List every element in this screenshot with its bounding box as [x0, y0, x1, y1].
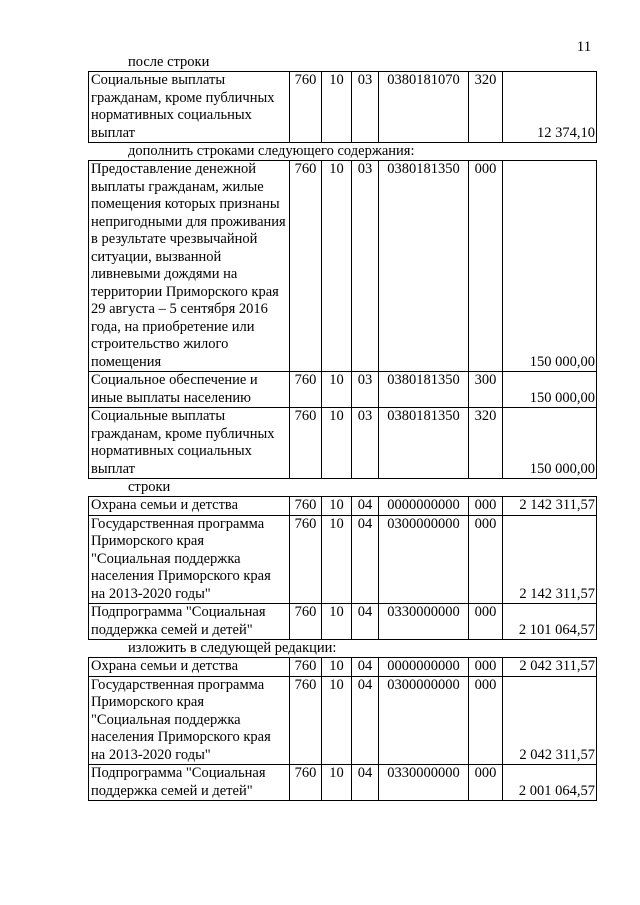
- rz-cell: 10: [322, 72, 352, 143]
- vr-cell: 000: [469, 515, 503, 604]
- table-row: [89, 497, 597, 516]
- rz-cell: 10: [322, 497, 352, 516]
- table-row: [89, 72, 597, 143]
- row-name-cell: Охрана семьи и детства: [89, 658, 290, 677]
- csr-cell: 0380181350: [379, 161, 469, 372]
- ved-cell: 760: [290, 497, 322, 516]
- amendment-section: [88, 479, 596, 640]
- rz-cell: 10: [322, 676, 352, 765]
- row-name-cell: Государственная программа Приморского края "Социальная поддержка населения Приморского края на 2013-2020 годы": [89, 515, 290, 604]
- vr-cell: 000: [469, 658, 503, 677]
- rz-cell: 10: [322, 161, 352, 372]
- pr-cell: 04: [352, 658, 379, 677]
- pr-cell: 03: [352, 372, 379, 408]
- ved-cell: 760: [290, 72, 322, 143]
- vr-cell: 320: [469, 72, 503, 143]
- rz-cell: 10: [322, 658, 352, 677]
- rz-cell: 10: [322, 604, 352, 640]
- row-name-cell: Государственная программа Приморского края "Социальная поддержка населения Приморского края на 2013-2020 годы": [89, 676, 290, 765]
- ved-cell: 760: [290, 604, 322, 640]
- amendment-instruction: изложить в следующей редакции:: [128, 640, 337, 656]
- vr-cell: 000: [469, 497, 503, 516]
- budget-table: [88, 71, 597, 143]
- table-row: [89, 372, 597, 408]
- pr-cell: 04: [352, 676, 379, 765]
- row-name-cell: Социальное обеспечение и иные выплаты населению: [89, 372, 290, 408]
- sum-cell: 2 101 064,57: [503, 604, 597, 640]
- vr-cell: 000: [469, 676, 503, 765]
- table-row: [89, 408, 597, 479]
- pr-cell: 03: [352, 408, 379, 479]
- rz-cell: 10: [322, 515, 352, 604]
- budget-table: [88, 657, 597, 801]
- pr-cell: 04: [352, 765, 379, 801]
- amendment-section: [88, 54, 596, 143]
- sum-cell: 2 142 311,57: [503, 497, 597, 516]
- row-name-cell: Охрана семьи и детства: [89, 497, 290, 516]
- table-row: [89, 604, 597, 640]
- csr-cell: 0330000000: [379, 604, 469, 640]
- ved-cell: 760: [290, 372, 322, 408]
- sum-cell: 2 142 311,57: [503, 515, 597, 604]
- budget-table: [88, 496, 597, 640]
- vr-cell: 300: [469, 372, 503, 408]
- row-name-cell: Подпрограмма "Социальная поддержка семей и детей": [89, 765, 290, 801]
- vr-cell: 000: [469, 604, 503, 640]
- table-row: [89, 161, 597, 372]
- amendment-section: [88, 640, 596, 801]
- amendment-instruction: дополнить строками следующего содержания:: [128, 143, 415, 159]
- page-number: 11: [576, 39, 592, 55]
- sum-cell: 2 001 064,57: [503, 765, 597, 801]
- ved-cell: 760: [290, 515, 322, 604]
- document-body: [88, 54, 596, 801]
- amendment-section: [88, 143, 596, 479]
- sum-cell: 2 042 311,57: [503, 658, 597, 677]
- budget-table: [88, 160, 597, 479]
- ved-cell: 760: [290, 161, 322, 372]
- pr-cell: 03: [352, 161, 379, 372]
- pr-cell: 04: [352, 515, 379, 604]
- sum-cell: 2 042 311,57: [503, 676, 597, 765]
- rz-cell: 10: [322, 372, 352, 408]
- csr-cell: 0300000000: [379, 515, 469, 604]
- csr-cell: 0380181350: [379, 372, 469, 408]
- sum-cell: 150 000,00: [503, 372, 597, 408]
- rz-cell: 10: [322, 408, 352, 479]
- table-row: [89, 765, 597, 801]
- pr-cell: 04: [352, 604, 379, 640]
- table-row: [89, 658, 597, 677]
- csr-cell: 0380181350: [379, 408, 469, 479]
- csr-cell: 0300000000: [379, 676, 469, 765]
- ved-cell: 760: [290, 765, 322, 801]
- pr-cell: 04: [352, 497, 379, 516]
- csr-cell: 0000000000: [379, 497, 469, 516]
- row-name-cell: Подпрограмма "Социальная поддержка семей и детей": [89, 604, 290, 640]
- vr-cell: 000: [469, 765, 503, 801]
- row-name-cell: Предоставление денежной выплаты гражданам, жилые помещения которых признаны непригодными для проживания в результате чрезвычайной ситуации, вызванной ливневыми дождями на территории Приморского края 29 августа – 5 сентября 2016 года, на приобретение или строительство жилого помещения: [89, 161, 290, 372]
- csr-cell: 0380181070: [379, 72, 469, 143]
- csr-cell: 0000000000: [379, 658, 469, 677]
- amendment-instruction: строки: [128, 479, 171, 495]
- vr-cell: 320: [469, 408, 503, 479]
- amendment-instruction: после строки: [128, 54, 210, 70]
- row-name-cell: Социальные выплаты гражданам, кроме публичных нормативных социальных выплат: [89, 72, 290, 143]
- pr-cell: 03: [352, 72, 379, 143]
- row-name-cell: Социальные выплаты гражданам, кроме публичных нормативных социальных выплат: [89, 408, 290, 479]
- ved-cell: 760: [290, 676, 322, 765]
- ved-cell: 760: [290, 408, 322, 479]
- table-row: [89, 515, 597, 604]
- table-row: [89, 676, 597, 765]
- ved-cell: 760: [290, 658, 322, 677]
- vr-cell: 000: [469, 161, 503, 372]
- rz-cell: 10: [322, 765, 352, 801]
- csr-cell: 0330000000: [379, 765, 469, 801]
- sum-cell: 150 000,00: [503, 161, 597, 372]
- sum-cell: 150 000,00: [503, 408, 597, 479]
- sum-cell: 12 374,10: [503, 72, 597, 143]
